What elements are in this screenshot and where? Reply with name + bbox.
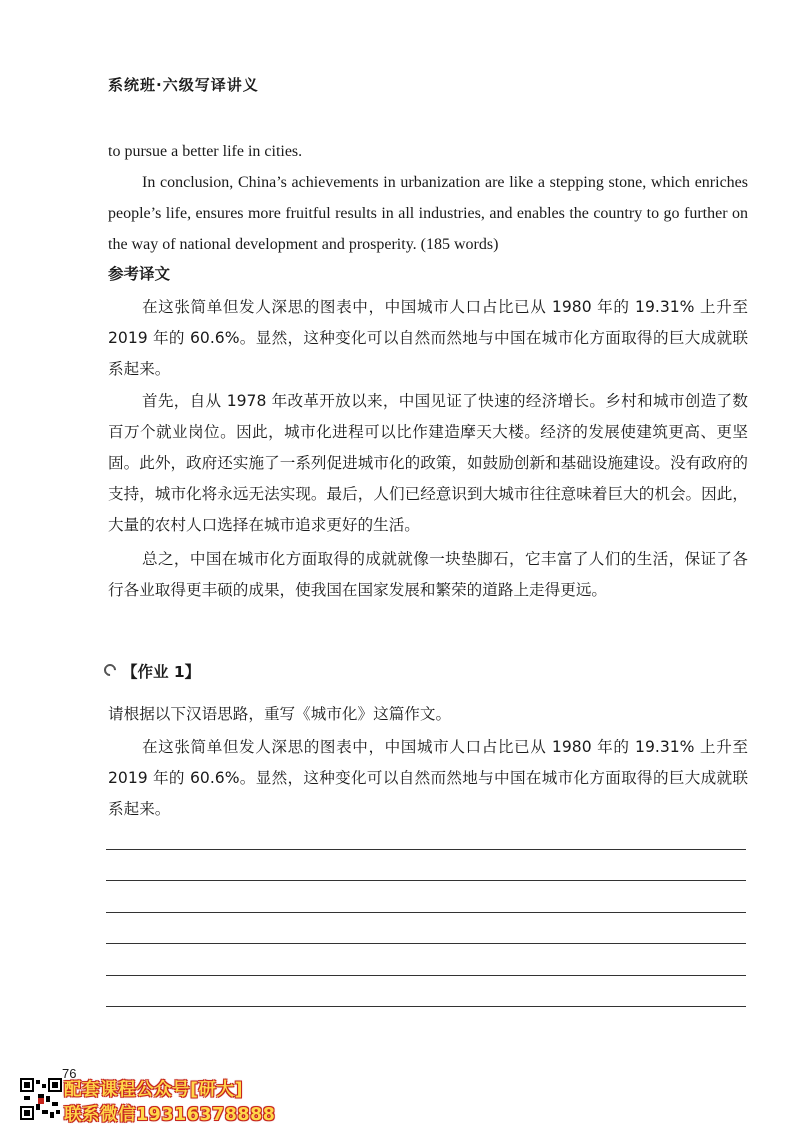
reference-translation-title: 参考译文 bbox=[108, 265, 171, 283]
watermark-line-2: 联系微信19316378888 bbox=[64, 1105, 276, 1125]
homework-circle-icon bbox=[102, 662, 119, 679]
translation-paragraph-2: 首先，自从 1978 年改革开放以来，中国见证了快速的经济增长。乡村和城市创造了数百万个就业岗位。因此，城市化进程可以比作建造摩天大楼。经济的发展使建筑更高、更坚固。此外，政府还实施了一系列促进城市化的政策，如鼓励创新和基础设施建设。没有政府的支持，城市化将永远无法实现。最后，人们已经意识到大城市往往意味着巨大的机会。因此，大量的农村人口选择在城市追求更好的生活。 bbox=[108, 392, 748, 534]
page-header: 系统班·六级写译讲义 bbox=[108, 76, 259, 94]
translation-paragraph-3: 总之，中国在城市化方面取得的成就就像一块垫脚石，它丰富了人们的生活，保证了各行各业取得更丰硕的成果，使我国在国家发展和繁荣的道路上走得更远。 bbox=[108, 550, 748, 599]
writing-line bbox=[106, 1006, 746, 1007]
english-paragraph-end: to pursue a better life in cities. bbox=[108, 143, 303, 160]
writing-line bbox=[106, 849, 746, 850]
writing-line bbox=[106, 912, 746, 913]
translation-paragraph-1: 在这张简单但发人深思的图表中，中国城市人口占比已从 1980 年的 19.31% 上升至 2019 年的 60.6%。显然，这种变化可以自然而然地与中国在城市化方面取得的巨大成就联系起来。 bbox=[108, 298, 748, 378]
homework-title: 【作业 1】 bbox=[122, 663, 201, 681]
homework-paragraph: 在这张简单但发人深思的图表中，中国城市人口占比已从 1980 年的 19.31% 上升至 2019 年的 60.6%。显然，这种变化可以自然而然地与中国在城市化方面取得的巨大成就联系起来。 bbox=[108, 738, 748, 818]
writing-line bbox=[106, 943, 746, 944]
writing-line bbox=[106, 975, 746, 976]
homework-instruction: 请根据以下汉语思路，重写《城市化》这篇作文。 bbox=[108, 705, 452, 723]
qr-code-icon bbox=[20, 1078, 62, 1120]
writing-line bbox=[106, 880, 746, 881]
page-number: 76 bbox=[62, 1066, 77, 1081]
english-conclusion-paragraph: In conclusion, China’s achievements in urbanization are like a stepping stone, which enriches people’s life, ensures more fruitful results in all industries, and enables the country to go further on the way of national development and prosperity. (185 words) bbox=[108, 174, 748, 253]
watermark-line-1: 配套课程公众号[研大] bbox=[64, 1080, 243, 1100]
